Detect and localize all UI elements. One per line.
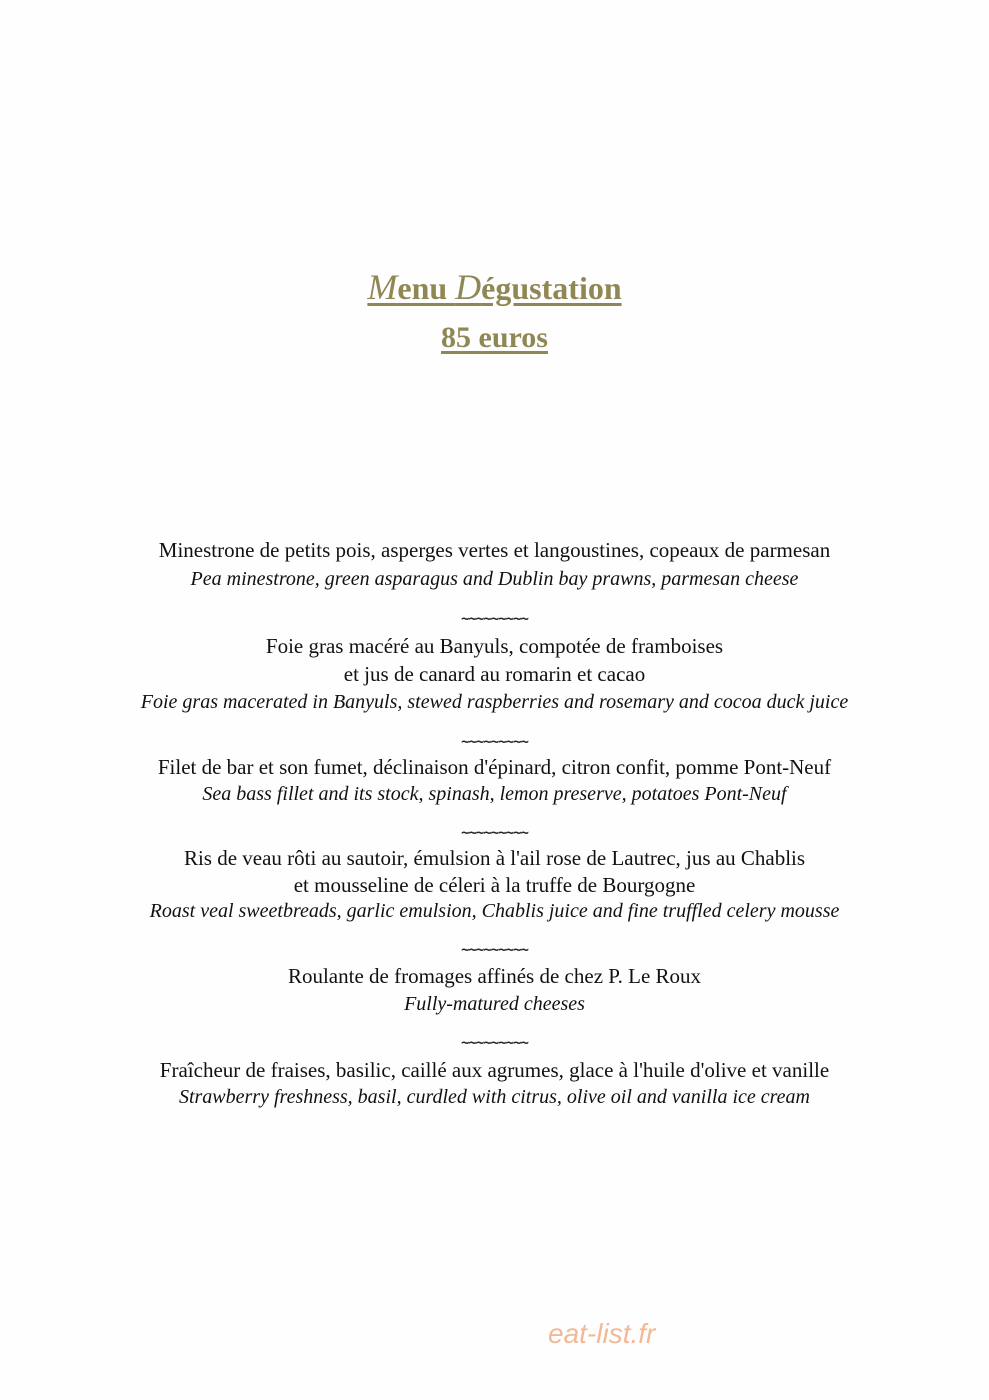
course-5-french: Roulante de fromages affinés de chez P. Le Roux <box>287 964 702 988</box>
watermark-text: eat-list.fr <box>548 1318 656 1349</box>
course-4-french-line-1: Ris de veau rôti au sautoir, émulsion à l'ail rose de Lautrec, jus au Chablis <box>183 846 806 870</box>
course-1-english: Pea minestrone, green asparagus and Dublin bay prawns, parmesan cheese <box>190 568 799 590</box>
course-2-french-line-1: Foie gras macéré au Banyuls, compotée de framboises <box>265 634 724 658</box>
course-separator: ~~~~~~~~~ <box>461 1035 528 1051</box>
course-4-english: Roast veal sweetbreads, garlic emulsion, Chablis juice and fine truffled celery mousse <box>149 900 840 922</box>
course-6-french: Fraîcheur de fraises, basilic, caillé aux agrumes, glace à l'huile d'olive et vanille <box>159 1058 830 1082</box>
course-separator: ~~~~~~~~~ <box>461 611 528 627</box>
course-separator: ~~~~~~~~~ <box>461 825 528 841</box>
title-initial-d: D <box>455 267 482 307</box>
title-word-degustation: égustation <box>481 270 622 306</box>
title-initial-m: M <box>367 267 398 307</box>
course-1-french: Minestrone de petits pois, asperges vertes et langoustines, copeaux de parmesan <box>158 538 831 562</box>
course-separator: ~~~~~~~~~ <box>461 734 528 750</box>
course-separator: ~~~~~~~~~ <box>461 942 528 958</box>
menu-price: 85 euros <box>441 321 548 354</box>
course-2-english: Foie gras macerated in Banyuls, stewed raspberries and rosemary and cocoa duck juice <box>140 691 849 713</box>
course-3-english: Sea bass fillet and its stock, spinash, lemon preserve, potatoes Pont-Neuf <box>202 783 787 805</box>
course-6-english: Strawberry freshness, basil, curdled with citrus, olive oil and vanilla ice cream <box>178 1086 811 1108</box>
title-word-menu: enu <box>397 270 456 306</box>
course-4-french-line-2: et mousseline de céleri à la truffe de Bourgogne <box>293 873 696 897</box>
course-2-french-line-2: et jus de canard au romarin et cacao <box>343 662 646 686</box>
course-3-french: Filet de bar et son fumet, déclinaison d'épinard, citron confit, pomme Pont-Neuf <box>157 755 832 779</box>
course-5-english: Fully-matured cheeses <box>404 993 585 1015</box>
